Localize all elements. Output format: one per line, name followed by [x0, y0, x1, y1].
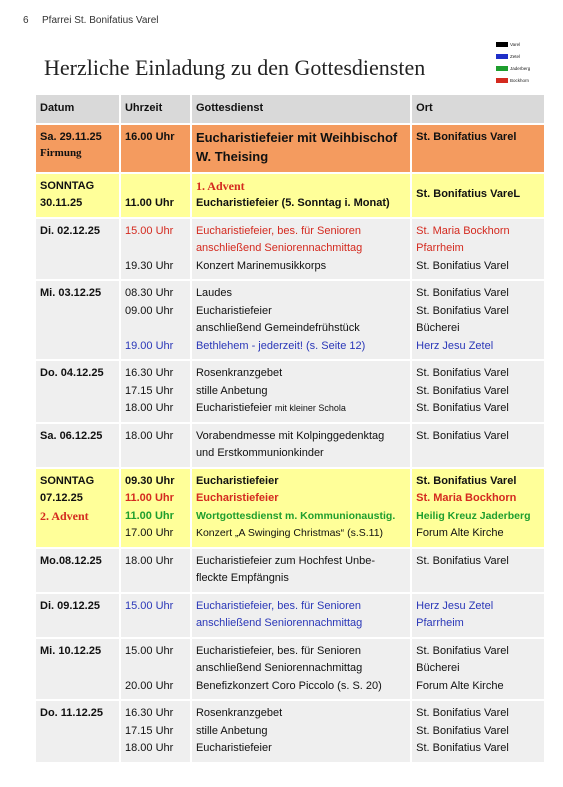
table-row — [36, 469, 544, 547]
place-text: St. Bonifatius Varel — [416, 554, 509, 567]
service-cell — [192, 219, 410, 280]
place-text: St. Bonifatius Varel — [416, 287, 509, 299]
place-cell — [412, 125, 544, 172]
place-text: St. Bonifatius Varel — [416, 402, 509, 414]
time-text: 16.30 Uhr — [124, 707, 174, 719]
place-text: Pfarrheim — [416, 242, 464, 254]
column-header-place: Ort — [412, 95, 544, 123]
service-text: und Erstkommunionkinder — [195, 447, 324, 459]
time-text: 18.00 Uhr — [124, 402, 174, 414]
service-cell — [192, 361, 410, 422]
date-cell — [36, 594, 119, 637]
date-cell — [36, 701, 119, 762]
table-row — [36, 219, 544, 280]
legend-swatch — [496, 78, 508, 83]
date-text: Di. 09.12.25 — [40, 599, 100, 612]
table-row — [36, 549, 544, 592]
time-text: 09.00 Uhr — [124, 304, 174, 317]
place-text: St. Bonifatius Varel — [416, 259, 509, 272]
date-cell — [36, 281, 119, 359]
color-legend — [496, 38, 530, 86]
service-text: Eucharistiefeier mit Weihbischof W. Theising — [195, 129, 398, 164]
service-text: Eucharistiefeier, bes. für Senioren — [195, 644, 362, 657]
table-row — [36, 281, 544, 359]
time-text: 11.00 Uhr — [124, 197, 174, 209]
place-cell — [412, 594, 544, 637]
legend-swatch — [496, 42, 508, 47]
service-text: Konzert Marinemusikkorps — [195, 259, 327, 272]
date-text: 07.12.25 — [40, 492, 83, 504]
service-text: Bethlehem - jederzeit! (s. Seite 12) — [195, 339, 366, 352]
date-text: SONNTAG — [40, 179, 95, 192]
service-cell — [192, 701, 410, 762]
service-text: Eucharistiefeier — [195, 304, 272, 317]
service-cell — [192, 281, 410, 359]
header-title: Pfarrei St. Bonifatius Varel — [42, 15, 159, 26]
date-cell — [36, 424, 119, 467]
time-text: 17.15 Uhr — [124, 384, 174, 397]
service-text: Vorabendmesse mit Kolpinggedenktag — [195, 429, 385, 442]
time-text: 15.00 Uhr — [124, 224, 174, 237]
column-header-service: Gottesdienst — [192, 95, 410, 123]
table-row — [36, 125, 544, 172]
place-text: St. Maria Bockhorn — [416, 224, 510, 237]
place-cell — [412, 469, 544, 547]
place-cell — [412, 549, 544, 592]
time-cell — [121, 469, 190, 547]
time-cell — [121, 549, 190, 592]
place-cell — [412, 281, 544, 359]
service-cell — [192, 424, 410, 467]
date-cell — [36, 219, 119, 280]
place-text: St. Bonifatius Varel — [416, 429, 509, 442]
advent-text: 1. Advent — [195, 178, 245, 193]
place-text: St. Bonifatius Varel — [416, 130, 517, 143]
service-cell — [192, 469, 410, 547]
place-text: St. Bonifatius Varel — [416, 474, 517, 487]
service-text: anschließend Seniorennachmittag — [195, 617, 363, 629]
place-text: Pfarrheim — [416, 617, 464, 629]
service-text: Eucharistiefeier zum Hochfest Unbe- — [195, 554, 376, 567]
time-text: 19.00 Uhr — [124, 339, 174, 352]
service-text: Eucharistiefeier (5. Sonntag i. Monat) — [195, 197, 390, 209]
legend-label: Bockhorn — [510, 77, 530, 83]
column-header-time: Uhrzeit — [121, 95, 190, 123]
service-text: anschließend Seniorennachmittag — [195, 242, 363, 254]
date-text: Do. 04.12.25 — [40, 367, 104, 379]
page-title: Herzliche Einladung zu den Gottesdiensten — [44, 55, 426, 80]
place-cell — [412, 701, 544, 762]
time-text: 18.00 Uhr — [124, 742, 174, 754]
place-text: St. Maria Bockhorn — [416, 492, 517, 504]
date-text: Mi. 10.12.25 — [40, 644, 102, 657]
date-cell — [36, 361, 119, 422]
service-text: stille Anbetung — [195, 384, 268, 397]
place-cell — [412, 219, 544, 280]
time-text: 18.00 Uhr — [124, 554, 174, 567]
time-cell — [121, 424, 190, 467]
place-text: Herz Jesu Zetel — [416, 599, 494, 612]
table-row — [36, 424, 544, 467]
place-text: Forum Alte Kirche — [416, 679, 504, 692]
service-text: Eucharistiefeier — [195, 742, 272, 754]
place-text: Herz Jesu Zetel — [416, 339, 494, 352]
date-cell — [36, 125, 119, 172]
table-row — [36, 701, 544, 762]
service-text: Wortgottesdienst m. Kommunionaustig. — [195, 509, 396, 522]
time-cell — [121, 125, 190, 172]
legend-label: Zetel — [510, 53, 521, 59]
place-text: St. Bonifatius Varel — [416, 384, 509, 397]
legend-label: Jaderberg — [510, 65, 531, 71]
time-text: 08.30 Uhr — [124, 287, 174, 299]
table-header-row — [36, 95, 544, 123]
time-text: 09.30 Uhr — [124, 474, 175, 487]
time-cell — [121, 639, 190, 700]
legend-item-jaderberg — [496, 62, 530, 74]
service-text: Rosenkranzgebet — [195, 707, 283, 719]
service-cell — [192, 549, 410, 592]
column-header-date: Datum — [36, 95, 119, 123]
service-text: Eucharistiefeier, bes. für Senioren — [195, 224, 362, 237]
time-text: 19.30 Uhr — [124, 259, 174, 272]
date-text: Di. 02.12.25 — [40, 224, 100, 237]
place-text: St. Bonifatius Varel — [416, 742, 509, 754]
place-cell — [412, 174, 544, 217]
service-text: anschließend Seniorennachmittag — [195, 662, 363, 674]
place-text: St. Bonifatius Varel — [416, 724, 509, 737]
time-cell — [121, 174, 190, 217]
service-cell — [192, 125, 410, 172]
service-text: fleckte Empfängnis — [195, 572, 289, 584]
place-text: St. Bonifatius Varel — [416, 707, 509, 719]
time-cell — [121, 701, 190, 762]
legend-swatch — [496, 66, 508, 71]
date-cell — [36, 174, 119, 217]
advent-text: 2. Advent — [40, 508, 89, 523]
time-cell — [121, 594, 190, 637]
time-text: 11.00 Uhr — [124, 509, 174, 522]
page-number: 6 — [23, 15, 29, 26]
service-cell — [192, 594, 410, 637]
schedule-table — [34, 93, 546, 764]
date-text: Mi. 03.12.25 — [40, 287, 102, 299]
table-row — [36, 594, 544, 637]
service-cell — [192, 174, 410, 217]
date-cell — [36, 469, 119, 547]
legend-swatch — [496, 54, 508, 59]
service-text: Konzert „A Swinging Christmas“ (s.S.11) — [195, 527, 384, 539]
place-text: St. Bonifatius Varel — [416, 304, 509, 317]
date-text: Mo.08.12.25 — [40, 554, 102, 567]
table-row — [36, 361, 544, 422]
occasion-text: Firmung — [40, 147, 82, 159]
service-text: stille Anbetung — [195, 724, 268, 737]
table-row — [36, 174, 544, 217]
legend-label: Varel — [510, 41, 521, 47]
service-text: Eucharistiefeier, bes. für Senioren — [195, 599, 362, 612]
service-text: anschließend Gemeindefrühstück — [195, 322, 360, 334]
service-text: Laudes — [195, 287, 233, 299]
place-cell — [412, 361, 544, 422]
place-text: Bücherei — [416, 322, 460, 334]
time-text: 16.30 Uhr — [124, 367, 174, 379]
legend-item-bockhorn — [496, 74, 530, 86]
place-cell — [412, 424, 544, 467]
service-text: Rosenkranzgebet — [195, 367, 283, 379]
place-cell — [412, 639, 544, 700]
date-text: Do. 11.12.25 — [40, 707, 103, 719]
time-text: 15.00 Uhr — [124, 644, 174, 657]
service-text: Eucharistiefeier — [195, 492, 279, 504]
time-text: 20.00 Uhr — [124, 679, 174, 692]
legend-item-zetel — [496, 50, 530, 62]
time-text: 15.00 Uhr — [124, 599, 174, 612]
service-text: Benefizkonzert Coro Piccolo (s. S. 20) — [195, 679, 382, 692]
table-row — [36, 639, 544, 700]
place-text: Heilig Kreuz Jaderberg — [416, 509, 531, 522]
place-text: Forum Alte Kirche — [416, 527, 504, 539]
date-cell — [36, 639, 119, 700]
time-cell — [121, 281, 190, 359]
time-text: 11.00 Uhr — [124, 492, 174, 504]
time-text: 17.00 Uhr — [124, 527, 174, 539]
time-text: 18.00 Uhr — [124, 429, 174, 442]
date-text: SONNTAG — [40, 474, 95, 487]
service-note: mit kleiner Schola — [274, 403, 346, 413]
time-text: 16.00 Uhr — [124, 130, 175, 143]
legend-item-varel — [496, 38, 530, 50]
service-text: Eucharistiefeier — [195, 402, 272, 414]
date-text: Sa. 29.11.25 — [40, 130, 102, 143]
time-cell — [121, 219, 190, 280]
place-text: Bücherei — [416, 662, 460, 674]
service-cell — [192, 639, 410, 700]
date-text: Sa. 06.12.25 — [40, 429, 103, 442]
service-text: Eucharistiefeier — [195, 474, 279, 487]
place-text: St. Bonifatius Varel — [416, 367, 509, 379]
place-text: St. Bonifatius Varel — [416, 644, 509, 657]
time-cell — [121, 361, 190, 422]
date-cell — [36, 549, 119, 592]
date-text: 30.11.25 — [40, 197, 83, 209]
place-text: St. Bonifatius VareL — [416, 187, 521, 200]
time-text: 17.15 Uhr — [124, 724, 174, 737]
